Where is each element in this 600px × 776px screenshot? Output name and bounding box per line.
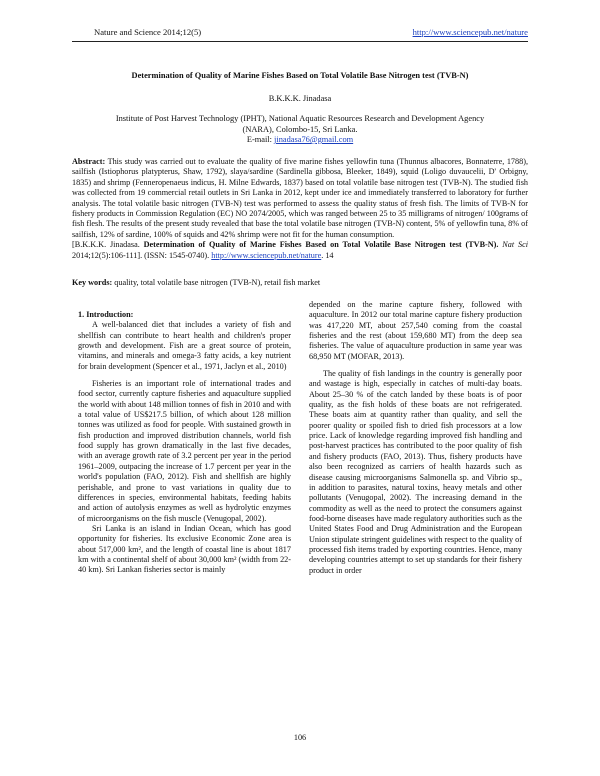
keywords bbox=[72, 278, 528, 287]
citation-journal: Nat Sci bbox=[498, 240, 528, 250]
abstract bbox=[72, 157, 528, 261]
intro-paragraph-1: A well-balanced diet that includes a variety of fish and shellfish can contribute to heart health and children's proper growth and development. Fish are a great source of protein, vitamins, and minerals and omega-3 fatty acids, a key nutrient for brain development (Spencer et al., 1971, Jaclyn et al., 2010) bbox=[78, 320, 291, 371]
journal-url-link[interactable]: http://www.sciencepub.net/nature bbox=[412, 27, 528, 37]
abstract-text: This study was carried out to evaluate the quality of five marine fishes yellowfin tuna (Thunnus albacores, Bonnaterre, 1788), sailfish (Istiophorus platypterus, Shaw, 1792), slaya/sardine (Sardinella gibbosa, Bleeker, 1849), squid (Loligo duvaucelii, D' Orbigny, 1835) and shrimp (Fenneropenaeus indicus, H. Milne Edwards, 1837) based on total volatile base nitrogen test (TVB-N). The studied fish was collected from 19 commercial retail outlets in Sri Lanka in 2012, kept under ice and immediately transferred to laboratory for further analysis. The total volatile basic nitrogen (TVB-N) test was performed to assess the quality status of fresh fish. The limits of TVB-N for fishery products in Commission Regulation (EC) NO 2074/2005, which was ranged between 25 to 35 milligrams of nitrogen/ 100grams of fish flesh. The results of the present study revealed that base the total volatile base nitrogen (TVB-N) content, 5% of yellowfin tuna, 8% of sailfish, 12% of sardine, 100% of squids and 42% shrimp were not fit for the human consumption. bbox=[72, 157, 528, 239]
page-number: 106 bbox=[293, 733, 307, 742]
citation-url-link[interactable]: http://www.sciencepub.net/nature bbox=[211, 250, 322, 260]
citation-title: Determination of Quality of Marine Fishes Based on Total Volatile Base Nitrogen test (TVB-N). bbox=[143, 240, 499, 250]
email-label: E-mail: bbox=[246, 135, 275, 144]
intro-heading: 1. Introduction: bbox=[78, 310, 134, 319]
email-line bbox=[72, 135, 528, 146]
email-link[interactable]: jinadasa76@gmail.com bbox=[274, 135, 354, 144]
keywords-label: Key words: bbox=[72, 278, 113, 287]
keywords-text: quality, total volatile base nitrogen (TVB-N), retail fish market bbox=[112, 278, 321, 287]
paper-title: Determination of Quality of Marine Fishes Based on Total Volatile Base Nitrogen test (TVB-N) bbox=[131, 71, 469, 80]
affiliation bbox=[72, 114, 528, 146]
left-column bbox=[78, 310, 291, 576]
running-header bbox=[72, 27, 528, 42]
intro-paragraph-2: Fisheries is an important role of international trades and food sector, currently capture fisheries and aquaculture supplied the world with about 148 million tonnes of fish in 2010 and with a total value of US$217.5 billion, of which about 128 million tonnes was utilized as food for people. With sustained growth in fish production and improved distribution channels, world fish food supply has grown dramatically in the last five decades, with an average growth rate of 3.2 percent per year in the period 1961–2009, outpacing the increase of 1.7 percent per year in the world's population (FAO, 2012). Fish and shellfish are highly perishable, and prone to vast variations in quality due to differences in species, environmental habitats, feeding habits and action of autolysis enzymes as well as hydrolytic enzymes of microorganisms on the fish muscle (Venugopal, 2002). bbox=[78, 379, 291, 523]
affiliation-line-2: (NARA), Colombo-15, Sri Lanka. bbox=[242, 124, 358, 134]
author-name: B.K.K.K. Jinadasa bbox=[268, 94, 332, 103]
abstract-label: Abstract: bbox=[72, 157, 106, 166]
citation-details: 2014;12(5):106-111]. (ISSN: 1545-0740). bbox=[72, 250, 212, 260]
citation-end: . 14 bbox=[321, 250, 334, 260]
intro-paragraph-5: The quality of fish landings in the country is generally poor and wastage is high, especially in catches of multi-day boats. About 25–30 % of the catch landed by these boats is of poor quality, as the fish holds of these boats are not refrigerated. These boats aim at quantity rather than quality, and sell the poorer quality or spoiled fish to dried fish processors at a low price. Lack of knowledge regarding improved fish handling and post-harvest practices has contributed to the poor quality of fish and fishery products (FAO, 2013). Thus, fishery products have also been recognized as carriers of health hazards such as disease causing microorganisms Salmonella sp. and Vibrio sp., in addition to parasites, natural toxins, heavy metals and other pollutants (Venugopal, 2002). The increasing demand in the commodity as well as the need to protect the consumers against food-borne diseases have made regulatory authorities such as the United States Food and Drug Administration and the European Union stipulate stringent guidelines with respect to the quality of processed fish items traded by exporting countries. Hence, many developing countries attempt to set up standards for their fishery product in order bbox=[309, 369, 522, 575]
intro-paragraph-3: Sri Lanka is an island in Indian Ocean, which has good opportunity for fisheries. Its exclusive Economic Zone area is about 517,000 km², and the length of coastal line is about 1817 km with a continental shelf of about 30,000 km² (width from 22-40 km). Sri Lankan fisheries sector is mainly bbox=[78, 523, 291, 575]
journal-name: Nature and Science 2014;12(5) bbox=[94, 27, 202, 37]
right-column bbox=[309, 300, 522, 576]
affiliation-line-1: Institute of Post Harvest Technology (IPHT), National Aquatic Resources Research and Development Agency bbox=[115, 114, 485, 123]
intro-paragraph-4: depended on the marine capture fishery, followed with aquaculture. In 2012 our total marine capture fishery production was 417,220 MT, about 257,540 coming from the coastal fisheries and the rest (about 159,680 MT) from the deep sea fisheries. The value of aquaculture production in same year was 68,950 MT (MOFAR, 2013). bbox=[309, 300, 522, 361]
citation-author: [B.K.K.K. Jinadasa. bbox=[72, 240, 144, 250]
